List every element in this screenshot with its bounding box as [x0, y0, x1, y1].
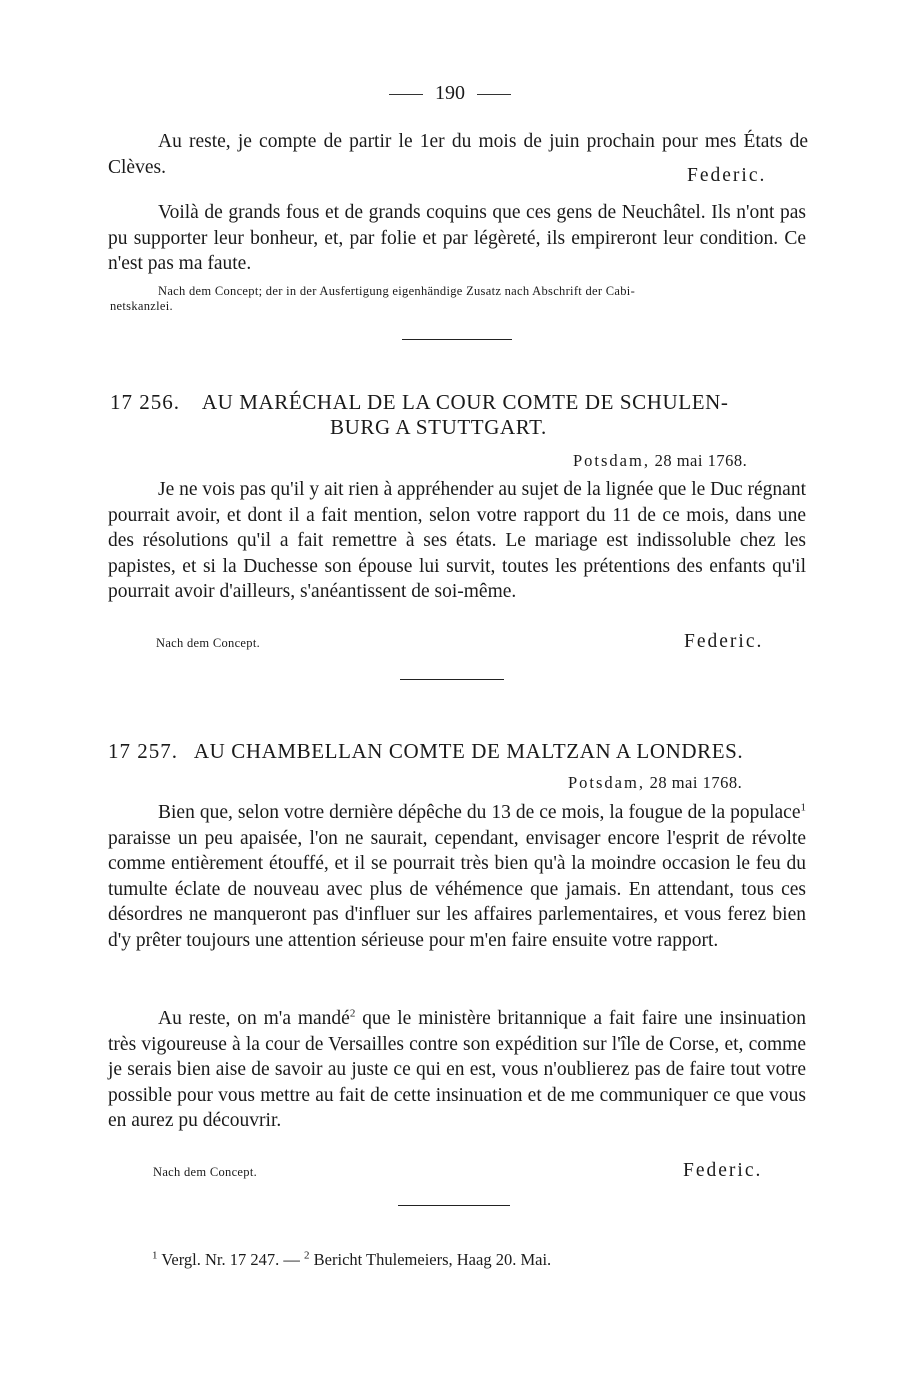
- letter-17257-number: 17 257.: [108, 739, 178, 763]
- letter-17256-heading-line2: BURG A STUTTGART.: [330, 415, 547, 439]
- letter-17256-recipient: AU MARÉCHAL DE LA COUR COMTE DE SCHULEN-: [201, 390, 729, 414]
- letter-end-source-note-line2: netskanzlei.: [110, 299, 173, 313]
- letter-17257-place: Potsdam,: [568, 773, 645, 792]
- letter-17256-heading-line1: [110, 390, 729, 415]
- letter-17257-body-paragraph-2: [108, 1006, 806, 1134]
- letter-17257-body2-part-a: Au reste, on m'a mandé: [158, 1008, 350, 1029]
- letter-end-signature: Federic.: [687, 165, 767, 186]
- letter-17257-body-paragraph-1: [108, 800, 806, 954]
- letter-end-postscript: Voilà de grands fous et de grands coquins que ces gens de Neuchâtel. Ils n'ont pas pu supporter leur bonheur, et, par folie et par légèreté, ils empireront leur condition. Ce n'est pas ma faute.: [108, 202, 806, 275]
- letter-17256-dateline: [573, 451, 747, 471]
- footnote-1-text: Vergl. Nr. 17 247. —: [157, 1250, 305, 1269]
- footnote-reference-2: 2: [349, 1007, 356, 1020]
- footnote-reference-1: 1: [800, 801, 806, 814]
- letter-17256-body: Je ne vois pas qu'il y ait rien à appréhender au sujet de la lignée que le Duc régnant pourrait avoir, et dont il a fait mention, selon votre rapport du 11 de ce mois, dans une des résolutions qu'il a fait remettre à ses états. Le mariage est indissoluble chez les papistes, et si la Duchesse son épouse lui survit, toutes les prétentions des enfants qu'il pourrait avoir d'ailleurs, s'anéantissent de soi-même.: [108, 479, 806, 603]
- letter-17257-signature: Federic.: [683, 1160, 763, 1181]
- letter-end-source-note-line1: Nach dem Concept; der in der Ausfertigung eigenhändige Zusatz nach Abschrift der Cabi-: [158, 284, 636, 298]
- letter-17256-date: 28 mai 1768.: [654, 451, 748, 470]
- footnote-2-text: Bericht Thulemeiers, Haag 20. Mai.: [309, 1250, 552, 1269]
- header-dash-right: [477, 94, 511, 95]
- letter-17256-source-note: Nach dem Concept.: [156, 636, 261, 650]
- letter-17256-signature: Federic.: [684, 631, 764, 652]
- letter-17257-body2-part-b: que le ministère britannique a fait faire une insinuation très vigoureuse à la cour de Versailles contre son expédition sur l'île de Corse, et, comme je serais bien aise de savoir au juste ce qui en est, vous n'oublierez pas de faire tout votre possible pour vous mettre au fait de cette insinuation et de me communiquer ce que vous en aurez pu découvrir.: [108, 1008, 806, 1132]
- letter-17256-number: 17 256.: [110, 390, 180, 414]
- footnote-mark-2: 2: [304, 1249, 310, 1262]
- footnote-mark-1: 1: [152, 1249, 158, 1262]
- section-separator: [398, 1205, 510, 1206]
- letter-17257-heading: [108, 739, 743, 764]
- letter-17257-body1-part-b: paraisse un peu apaisée, l'on ne saurait, cependant, envisager encore l'esprit de révolte comme entièrement étouffé, et il se pourrait très bien qu'à la moindre occasion le feu du tumulte éclate de nouveau avec plus de véhémence que jamais. En attendant, tous ces désordres ne manqueront pas d'influer sur les affaires parlementaires, et vous ferez bien d'y prêter toujours une attention sérieuse pour m'en faire ensuite votre rapport.: [108, 827, 806, 951]
- header-dash-left: [389, 94, 423, 95]
- letter-17257-body1-part-a: Bien que, selon votre dernière dépêche du 13 de ce mois, la fougue de la populace: [158, 802, 801, 823]
- section-separator: [402, 339, 512, 340]
- letter-17257-date: 28 mai 1768.: [649, 773, 743, 792]
- page-number: 190: [435, 82, 465, 104]
- footnotes: [152, 1250, 551, 1270]
- page-header: [0, 82, 900, 105]
- letter-end-paragraph: Au reste, je compte de partir le 1er du mois de juin prochain pour mes États de Clèves.: [108, 131, 808, 178]
- letter-17257-source-note: Nach dem Concept.: [153, 1165, 258, 1179]
- letter-17257-recipient: AU CHAMBELLAN COMTE DE MALTZAN A LONDRES.: [193, 739, 744, 763]
- section-separator: [400, 679, 504, 680]
- letter-17257-dateline: [568, 773, 742, 793]
- letter-17256-place: Potsdam,: [573, 451, 650, 470]
